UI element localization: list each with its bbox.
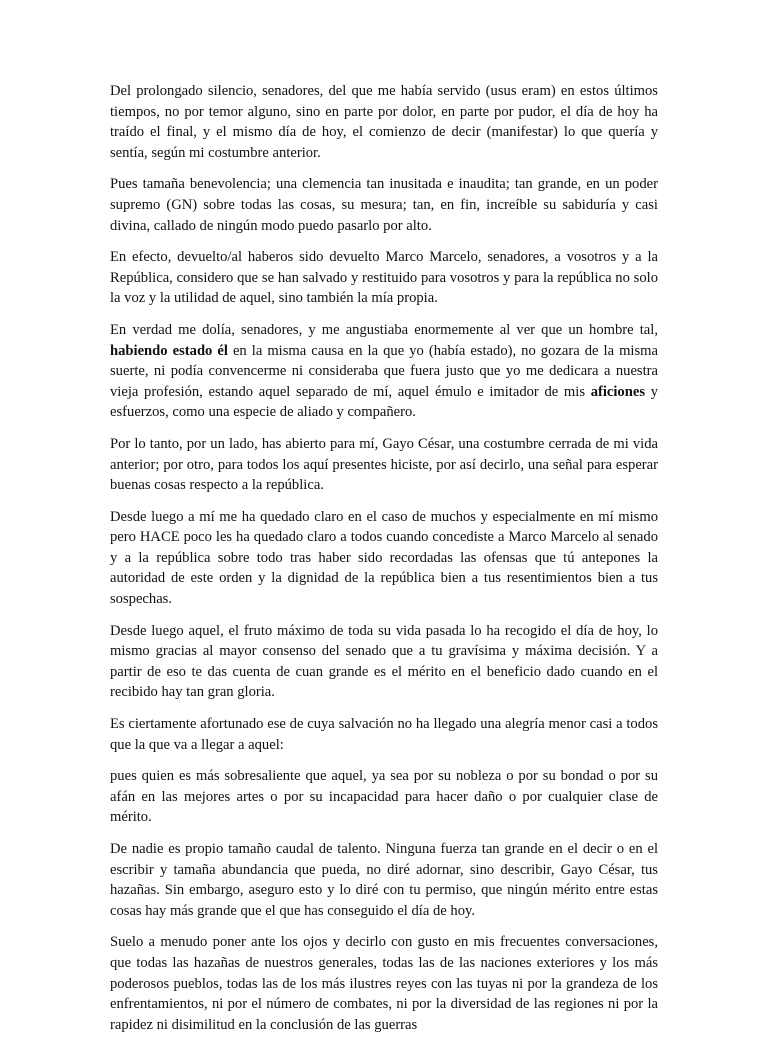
text-run: Es ciertamente afortunado ese de cuya salvación no ha llegado una alegría menor casi a todos que la que va a llegar a aquel: (110, 716, 658, 753)
bold-text-run: aficiones (590, 383, 646, 400)
paragraph (110, 621, 658, 703)
text-run: En verdad me dolía, senadores, y me angustiaba enormemente al ver que un hombre tal, (110, 321, 658, 338)
text-run: Del prolongado silencio, senadores, del que me había servido (usus eram) en estos últimos tiempos, no por temor alguno, sino en parte por dolor, en parte por pudor, el día de hoy ha traído el final, y el mismo día de hoy, el comienzo de decir (manifestar) lo que quería y sentía, según mi costumbre anterior. (110, 83, 658, 161)
text-run: Suelo a menudo poner ante los ojos y decirlo con gusto en mis frecuentes conversaciones, que todas las hazañas de nuestros generales, todas las de las naciones exteriores y los más poderosos pueblos, todas las de los más ilustres reyes con las tuyas ni por la grandeza de los enfrentamientos, ni por el número de combates, ni por la diversidad de las regiones ni por la rapidez ni disimilitud en la conclusión de las guerras (110, 934, 658, 1033)
paragraph (110, 932, 658, 1035)
text-run: En efecto, devuelto/al haberos sido devuelto Marco Marcelo, senadores, a vosotros y a la República, considero que se han salvado y restituido para vosotros y para la república no solo la voz y la utilidad de aquel, sino también la mía propia. (110, 249, 658, 307)
paragraph (110, 507, 658, 610)
paragraph (110, 320, 658, 423)
text-run: Por lo tanto, por un lado, has abierto para mí, Gayo César, una costumbre cerrada de mi vida anterior; por otro, para todos los aquí presentes hiciste, por así decirlo, una señal para esperar buenas cosas respecto a la república. (110, 435, 658, 494)
paragraph (110, 434, 658, 496)
document-body (110, 81, 658, 1046)
paragraph (110, 247, 658, 309)
text-run: pues quien es más sobresaliente que aquel, ya sea por su nobleza o por su bondad o por su afán en las mejores artes o por su incapacidad para hacer daño o por cualquier clase de mérito. (110, 768, 658, 826)
text-run: Desde luego aquel, el fruto máximo de toda su vida pasada lo ha recogido el día de hoy, lo mismo gracias al mayor consenso del senado que a tu gravísima y máxima decisión. Y a partir de eso te das cuenta de cuan grande es el mérito en el beneficio dado cuando en el recibido hay tan gran gloria. (110, 622, 658, 701)
paragraph (110, 839, 658, 921)
paragraph (110, 81, 658, 163)
bold-text-run: habiendo estado él (110, 342, 228, 359)
text-run: Desde luego a mí me ha quedado claro en el caso de muchos y especialmente en mí mismo pero HACE poco les ha quedado claro a todos cuando concediste a Marco Marcelo al senado y a la república sobre todo tras haber sido recordadas las ofensas que tú antepones la autoridad de este orden y la dignidad de la república bien a tus resentimientos bien a tus sospechas. (110, 508, 658, 608)
text-run: en la misma causa en la que yo (había estado), no gozara de la misma suerte, ni podía convencerme ni consideraba que fuera justo que yo me dedicara a nuestra vieja profesión, estando aquel separado de mí, aquel émulo e imitador de mis (110, 342, 658, 400)
paragraph (110, 714, 658, 755)
paragraph (110, 174, 658, 236)
text-run: De nadie es propio tamaño caudal de talento. Ninguna fuerza tan grande en el decir o en el escribir y tamaña abundancia que pueda, no diré adornar, sino describir, Gayo César, tus hazañas. Sin embargo, aseguro esto y lo diré con tu permiso, que ningún mérito entre estas cosas hay más grande que el que has conseguido el día de hoy. (110, 841, 658, 919)
text-run: Pues tamaña benevolencia; una clemencia tan inusitada e inaudita; tan grande, en un poder supremo (GN) sobre todas las cosas, su mesura; tan, en fin, increíble su sabiduría y casi divina, callado de ningún modo puedo pasarlo por alto. (110, 176, 658, 234)
text-run: y esfuerzos, como una especie de aliado y compañero. (110, 383, 658, 421)
paragraph (110, 766, 658, 828)
